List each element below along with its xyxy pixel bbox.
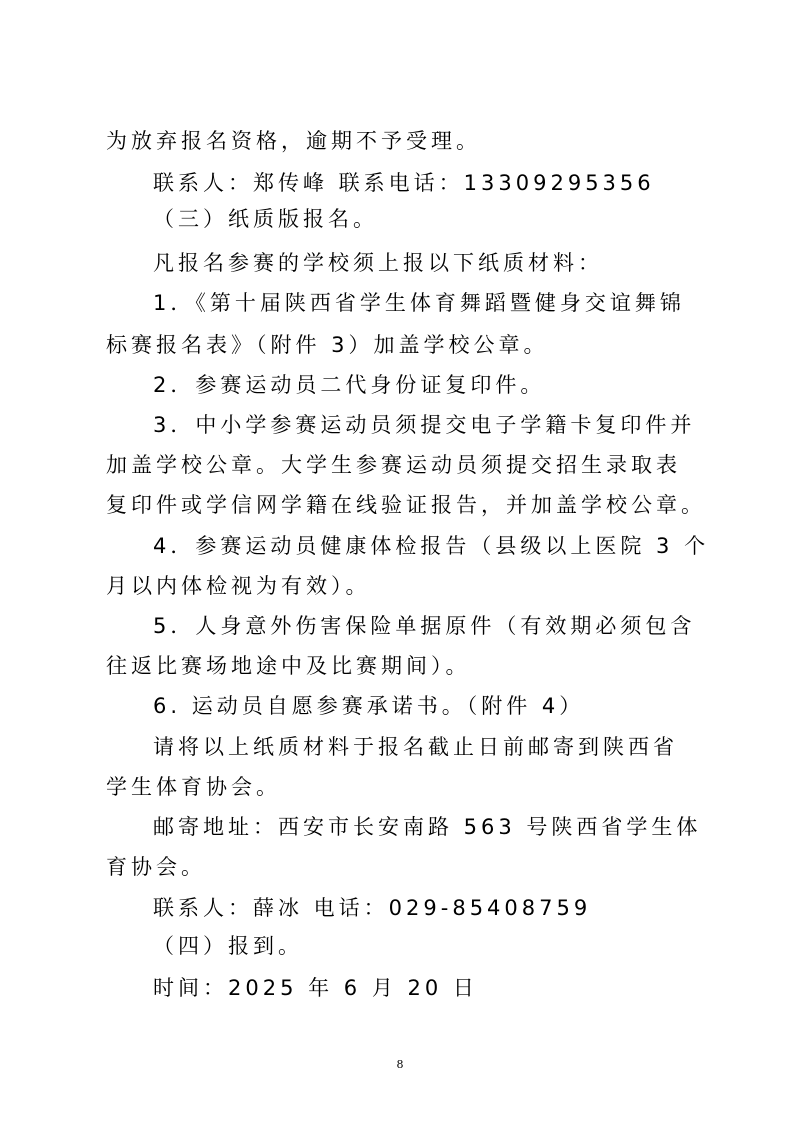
address-line: 邮寄地址：西安市长安南路 563 号陕西省学生体 xyxy=(153,815,702,839)
list-item: 1．《第十届陕西省学生体育舞蹈暨健身交谊舞锦 xyxy=(153,291,685,315)
section-heading: （三）纸质版报名。 xyxy=(153,207,378,231)
list-item: 3．中小学参赛运动员须提交电子学籍卡复印件并 xyxy=(153,413,696,437)
list-item: 6. 运动员自愿参赛承诺书。（附件 4） xyxy=(153,694,585,718)
list-item: 2．参赛运动员二代身份证复印件。 xyxy=(153,373,546,397)
section-heading: （四）报到。 xyxy=(153,934,303,958)
text-line: 月以内体检视为有效）。 xyxy=(106,574,371,598)
text-line: 加盖学校公章。大学生参赛运动员须提交招生录取表 xyxy=(106,453,681,477)
text-line: 标赛报名表》（附件 3）加盖学校公章。 xyxy=(106,333,549,357)
text-line: 学生体育协会。 xyxy=(106,775,281,799)
text-line: 凡报名参赛的学校须上报以下纸质材料： xyxy=(153,251,603,275)
text-line: 往返比赛场地途中及比赛期间）。 xyxy=(106,654,471,678)
text-line: 请将以上纸质材料于报名截止日前邮寄到陕西省 xyxy=(153,735,678,759)
date-line: 时间：2025 年 6 月 20 日 xyxy=(153,976,478,1000)
contact-line: 联系人：薛冰 电话：029-85408759 xyxy=(153,896,592,920)
list-item: 5．人身意外伤害保险单据原件（有效期必须包含 xyxy=(153,614,696,638)
list-item: 4．参赛运动员健康体检报告（县级以上医院 3 个 xyxy=(153,534,710,558)
page-number: 8 xyxy=(396,1058,404,1071)
text-line: 育协会。 xyxy=(106,855,206,879)
text-line: 复印件或学信网学籍在线验证报告，并加盖学校公章。 xyxy=(106,493,706,517)
text-line: 为放弃报名资格，逾期不予受理。 xyxy=(106,129,481,153)
contact-line: 联系人：郑传峰 联系电话：13309295356 xyxy=(153,171,655,195)
